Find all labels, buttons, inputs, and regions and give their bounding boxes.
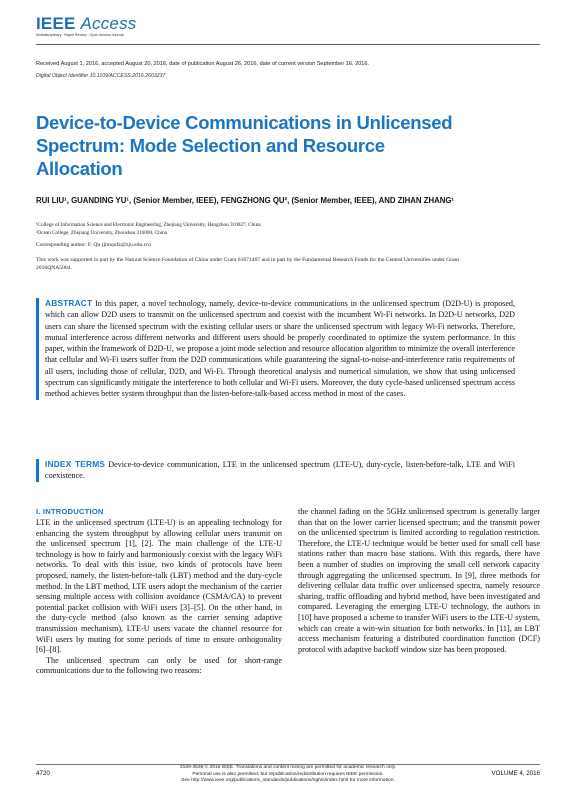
- copyright-line-2: Personal use is also permitted, but republication/redistribution requires IEEE permission.: [192, 771, 384, 777]
- volume-info: VOLUME 4, 2016: [491, 770, 540, 777]
- abstract-body: In this paper, a novel technology, namely, device-to-device communications in the unlicensed spectrum (D2D-U) is proposed, which can allow D2D users to transmit on the unlicensed spectrum and coexist with the incumbent Wi-Fi networks. In D2D-U networks, D2D users can share the licensed spectrum with the existing cellular users or share the unlicensed spectrum with legacy Wi-Fi networks. Therefore, mutual interference across different networks and different users should be properly coordinated to optimize the system performance. In this paper, within the framework of D2D-U, we propose a joint mode selection and resource allocation algorithm to minimize the overall interference that cellular and Wi-Fi users suffer from the D2D communications while guaranteeing the signal-to-noise-and-interference ratio requirements of all users, including those of cellular, D2D, and Wi-Fi. Through theoretical analysis and numerical simulation, we show that using unlicensed spectrum can significantly mitigate the interference to both cellular and Wi-Fi users. Moreover, the duty cycle-based unlicensed spectrum access method achieves better system throughput than the listen-before-talk-based access method in most of the cases.: [45, 299, 515, 399]
- abstract-section: [36, 298, 543, 400]
- copyright-line-1: 2169-3536 © 2016 IEEE. Translations and content mining are permitted for academic research only.: [179, 765, 397, 770]
- corresponding-author: Corresponding author: F. Qu (jimqufz@zju.edu.cn): [36, 242, 151, 248]
- copyright-line-3: See http://www.ieee.org/publications_standards/publications/rights/index.html for more information.: [181, 778, 395, 784]
- index-terms-body: Device-to-device communication, LTE in the unlicensed spectrum (LTE-U), duty-cycle, listen-before-talk, LTE and WiFi coexistence.: [45, 460, 515, 481]
- author-list: RUI LIU¹, GUANDING YU¹, (Senior Member, IEEE), FENGZHONG QU², (Senior Member, IEEE), AND ZIHAN ZHANG¹: [36, 196, 455, 205]
- abstract-label: ABSTRACT: [45, 298, 93, 308]
- right-column: [298, 507, 540, 655]
- intro-paragraph-2: The unlicensed spectrum can only be used for short-range communications due to the following two reasons:: [36, 655, 282, 676]
- journal-tagline: Multidisciplinary : Rapid Review : Open Access Journal: [36, 33, 124, 37]
- received-dates: Received August 1, 2016, accepted August 20, 2016, date of publication August 26, 2016, date of current version September 16, 2016.: [36, 61, 370, 67]
- affiliation-1: ¹College of Information Science and Electronic Engineering, Zhejiang University, Hangzhou 310027, China: [36, 222, 261, 228]
- logo-ieee: IEEE: [36, 14, 76, 33]
- index-terms-section: [36, 459, 543, 482]
- intro-paragraph-3: the channel fading on the 5GHz unlicensed spectrum is generally larger than that on the lower carrier licensed spectrum; and the transmit power on the unlicensed spectrum is limited according to regulation restriction. Therefore, the LTE-U technique would be better used for small cell base stations rather than macro base stations. With this regards, there have been a number of studies on improving the small cell network capacity through aggregating the unlicensed spectrum. In [9], three methods for delivering cellular data traffic over unlicensed spectra, namely resource sharing, traffic offloading and hybrid method, have been investigated and compared. Leveraging the emerging LTE-U technology, the authors in [10] have proposed a scheme to transfer WiFi users to the LTE-U system, which can create a win-win situation for both networks. In [11], an LBT access mechanism featuring a distributed coordination function (DCF) protocol with adaptive backoff window size has been proposed.: [298, 507, 540, 654]
- affiliations: [36, 222, 261, 237]
- left-column: [36, 507, 282, 677]
- journal-logo: [36, 14, 136, 34]
- paper-title: Device-to-Device Communications in Unlicensed Spectrum: Mode Selection and Resource Allocation: [36, 112, 453, 179]
- page-number: 4720: [36, 770, 50, 777]
- doi-line: Digital Object Identifier 10.1109/ACCESS.2016.2603237: [36, 73, 166, 79]
- logo-access: Access: [80, 14, 137, 33]
- copyright-notice: [150, 765, 426, 785]
- index-terms-label: INDEX TERMS: [45, 459, 106, 469]
- section-heading: I. INTRODUCTION: [36, 507, 104, 516]
- affiliation-2: ²Ocean College, Zhejiang University, Zhoushan 316000, China: [36, 229, 168, 236]
- intro-paragraph-1: LTE in the unlicensed spectrum (LTE-U) is an appealing technology for enhancing the system throughput by allowing cellular users transmit on the unlicensed spectrum [1], [2]. The main challenge of the LTE-U technology is how to fairly and harmoniously coexist with the legacy WiFi networks. To deal with this issue, two kinds of protocols have been proposed, namely, the listen-before-talk (LBT) method and the duty-cycle method. In the LBT method, LTE users adopt the mechanism of the carrier sensing multiple access with collision avoidance (CSMA/CA) to prevent potential packet collision with WiFi users [3]–[5]. On the other hand, in the duty-cycle method (also known as the carrier sensing adaptive transmission mechanism), LTE-U users vacate the channel resource for WiFi users by muting for some periods of time to ensure orthogonality [6]–[8].: [36, 518, 282, 655]
- funding-note: This work was supported in part by the Natural Science Foundation of China under Grant 61671407 and in part by the Fundamental Research Funds for the Central Universities under Grant 2016QNA5004.: [36, 257, 460, 271]
- header-divider: [36, 44, 540, 45]
